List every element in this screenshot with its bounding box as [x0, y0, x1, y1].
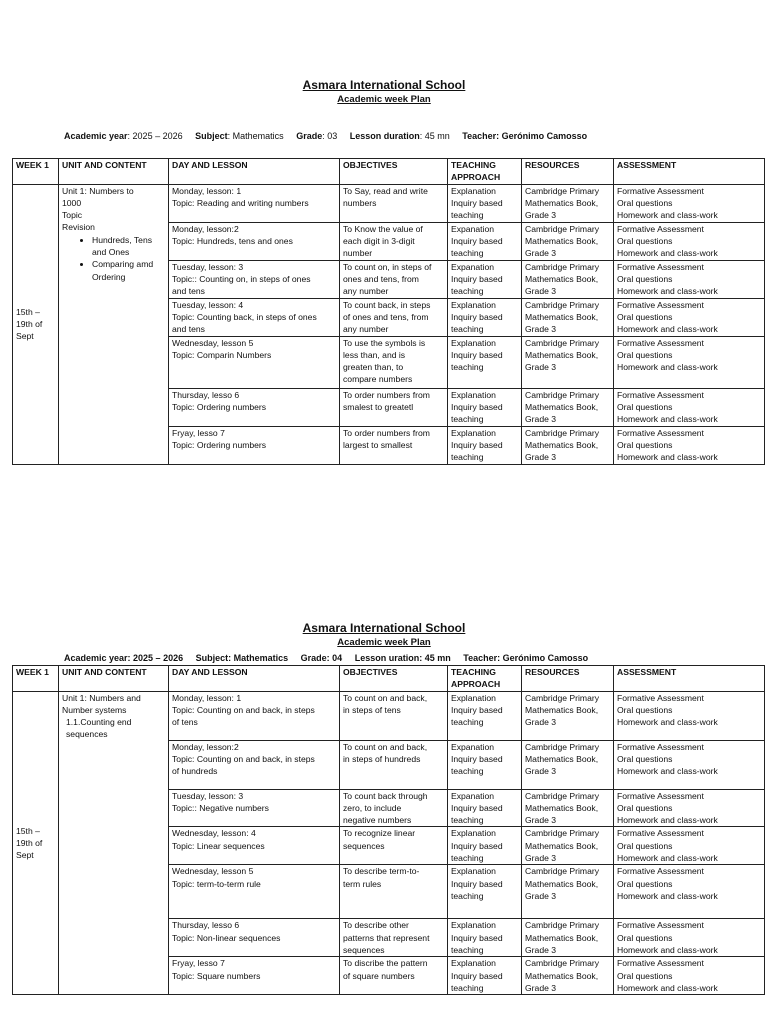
table-row: [13, 184, 765, 222]
year-label: Academic year: 2025 – 2026: [64, 653, 184, 663]
assessment: Formative Assessment Oral questions Homework and class-work: [614, 298, 765, 336]
approach: Expanation Inquiry based teaching: [448, 740, 522, 789]
week-plan-grade-3: [0, 78, 768, 106]
resources: Cambridge Primary Mathematics Book, Grade 3: [522, 827, 614, 865]
grade-value: : 03: [322, 131, 338, 141]
assessment: Formative Assessment Oral questions Homework and class-work: [614, 336, 765, 388]
grade-label: Grade: 04: [300, 653, 343, 663]
header-unit: UNIT AND CONTENT: [59, 666, 169, 692]
day-lesson: Wednesday, lesson 5 Topic: term-to-term rule: [169, 865, 340, 919]
resources: Cambridge Primary Mathematics Book, Grade 3: [522, 336, 614, 388]
day-lesson: Fryay, lesso 7 Topic: Square numbers: [169, 957, 340, 995]
objective: To count on, in steps of ones and tens, from any number: [340, 260, 448, 298]
objective: To discribe the pattern of square numbers: [340, 957, 448, 995]
approach: Explanation Inquiry based teaching: [448, 298, 522, 336]
approach: Explanation Inquiry based teaching: [448, 184, 522, 222]
unit-subtopic: 1.1.Counting end sequences: [66, 717, 132, 740]
resources: Cambridge Primary Mathematics Book, Grade 3: [522, 388, 614, 426]
resources: Cambridge Primary Mathematics Book, Grade 3: [522, 740, 614, 789]
objective: To describe term-to- term rules: [340, 865, 448, 919]
objective: To Know the value of each digit in 3-digit number: [340, 222, 448, 260]
objective: To count back through zero, to include negative numbers: [340, 789, 448, 827]
unit-content: [59, 691, 169, 995]
day-lesson: Tuesday, lesson: 4 Topic: Counting back, in steps of ones and tens: [169, 298, 340, 336]
resources: Cambridge Primary Mathematics Book, Grade 3: [522, 789, 614, 827]
day-lesson: Tuesday, lesson: 3 Topic:: Negative numbers: [169, 789, 340, 827]
plan-table: [12, 665, 765, 995]
approach: Explanation Inquiry based teaching: [448, 336, 522, 388]
plan-table: [12, 158, 765, 465]
approach: Explanation Inquiry based teaching: [448, 919, 522, 957]
approach: Expanation Inquiry based teaching: [448, 260, 522, 298]
assessment: Formative Assessment Oral questions Homework and class-work: [614, 691, 765, 740]
approach: Explanation Inquiry based teaching: [448, 691, 522, 740]
approach: Explanation Inquiry based teaching: [448, 426, 522, 464]
resources: Cambridge Primary Mathematics Book, Grade 3: [522, 184, 614, 222]
header-approach: TEACHING APPROACH: [448, 666, 522, 692]
assessment: Formative Assessment Oral questions Homework and class-work: [614, 957, 765, 995]
assessment: Formative Assessment Oral questions Homework and class-work: [614, 426, 765, 464]
day-lesson: Monday, lesson: 1 Topic: Counting on and back, in steps of tens: [169, 691, 340, 740]
duration-label: Lesson uration: 45 mn: [354, 653, 451, 663]
approach: Explanation Inquiry based teaching: [448, 865, 522, 919]
header-week: WEEK 1: [13, 666, 59, 692]
objective: To describe other patterns that represent sequences: [340, 919, 448, 957]
subject-label: Subject: Mathematics: [195, 653, 289, 663]
day-lesson: Fryay, lesso 7 Topic: Ordering numbers: [169, 426, 340, 464]
resources: Cambridge Primary Mathematics Book, Grade 3: [522, 298, 614, 336]
resources: Cambridge Primary Mathematics Book, Grade 3: [522, 426, 614, 464]
resources: Cambridge Primary Mathematics Book, Grade 3: [522, 222, 614, 260]
plan-subtitle: Academic week Plan: [337, 637, 431, 648]
objective: To order numbers from largest to smallest: [340, 426, 448, 464]
year-label: Academic year: [64, 131, 128, 141]
resources: Cambridge Primary Mathematics Book, Grade 3: [522, 260, 614, 298]
day-lesson: Tuesday, lesson: 3 Topic:: Counting on, in steps of ones and tens: [169, 260, 340, 298]
table-row: [13, 691, 765, 740]
header-day: DAY AND LESSON: [169, 159, 340, 185]
day-lesson: Wednesday, lesson: 4 Topic: Linear sequences: [169, 827, 340, 865]
header-assessment: ASSESSMENT: [614, 666, 765, 692]
school-name: Asmara International School: [302, 78, 466, 92]
week-dates: 15th – 19th of Sept: [13, 184, 59, 464]
objective: To order numbers from smalest to greatetl: [340, 388, 448, 426]
week-plan-grade-4: [0, 621, 768, 649]
approach: Expanation Inquiry based teaching: [448, 222, 522, 260]
school-name: Asmara International School: [302, 621, 466, 635]
duration-label: Lesson duration: [349, 131, 420, 141]
header-assessment: ASSESSMENT: [614, 159, 765, 185]
plan-subtitle: Academic week Plan: [337, 94, 431, 105]
header-objectives: OBJECTIVES: [340, 159, 448, 185]
objective: To recognize linear sequences: [340, 827, 448, 865]
resources: Cambridge Primary Mathematics Book, Grade 3: [522, 919, 614, 957]
approach: Explanation Inquiry based teaching: [448, 957, 522, 995]
day-lesson: Wednesday, lesson 5 Topic: Comparin Numbers: [169, 336, 340, 388]
day-lesson: Monday, lesson:2 Topic: Counting on and back, in steps of hundreds: [169, 740, 340, 789]
assessment: Formative Assessment Oral questions Homework and class-work: [614, 789, 765, 827]
day-lesson: Monday, lesson:2 Topic: Hundreds, tens and ones: [169, 222, 340, 260]
day-lesson: Monday, lesson: 1 Topic: Reading and writing numbers: [169, 184, 340, 222]
assessment: Formative Assessment Oral questions Homework and class-work: [614, 260, 765, 298]
day-lesson: Thursday, lesso 6 Topic: Ordering numbers: [169, 388, 340, 426]
resources: Cambridge Primary Mathematics Book, Grade 3: [522, 865, 614, 919]
objective: To use the symbols is less than, and is greaten than, to compare numbers: [340, 336, 448, 388]
teacher-value: : Gerónimo Camosso: [496, 131, 588, 141]
approach: Expanation Inquiry based teaching: [448, 789, 522, 827]
day-lesson: Thursday, lesso 6 Topic: Non-linear sequences: [169, 919, 340, 957]
header-day: DAY AND LESSON: [169, 666, 340, 692]
subject-label: Subject: [195, 131, 228, 141]
unit-text: Unit 1: Numbers and Number systems: [62, 692, 141, 715]
week-dates: 15th – 19th of Sept: [13, 691, 59, 995]
assessment: Formative Assessment Oral questions Homework and class-work: [614, 919, 765, 957]
header-approach: TEACHING APPROACH: [448, 159, 522, 185]
objective: To count on and back, in steps of tens: [340, 691, 448, 740]
year-value: : 2025 – 2026: [127, 131, 183, 141]
teacher-label: Teacher: [462, 131, 497, 141]
plan-meta: [64, 652, 588, 664]
header-unit: UNIT AND CONTENT: [59, 159, 169, 185]
objective: To Say, read and write numbers: [340, 184, 448, 222]
objective: To count back, in steps of ones and tens, from any number: [340, 298, 448, 336]
header-week: WEEK 1: [13, 159, 59, 185]
header-resources: RESOURCES: [522, 666, 614, 692]
grade-label: Grade: [296, 131, 323, 141]
assessment: Formative Assessment Oral questions Homework and class-work: [614, 865, 765, 919]
assessment: Formative Assessment Oral questions Homework and class-work: [614, 222, 765, 260]
header-objectives: OBJECTIVES: [340, 666, 448, 692]
assessment: Formative Assessment Oral questions Homework and class-work: [614, 184, 765, 222]
duration-value: : 45 mn: [419, 131, 450, 141]
header-resources: RESOURCES: [522, 159, 614, 185]
unit-bullet: • Hundreds, Tens and Ones: [92, 234, 165, 259]
unit-text: Unit 1: Numbers to 1000 Topic Revision: [62, 185, 134, 233]
assessment: Formative Assessment Oral questions Homework and class-work: [614, 388, 765, 426]
plan-meta: [64, 130, 587, 142]
teacher-label: Teacher: Gerónimo Camosso: [463, 653, 589, 663]
assessment: Formative Assessment Oral questions Homework and class-work: [614, 740, 765, 789]
approach: Explanation Inquiry based teaching: [448, 827, 522, 865]
unit-content: [59, 184, 169, 464]
unit-bullet: • Comparing amd Ordering: [92, 258, 165, 283]
resources: Cambridge Primary Mathematics Book, Grade 3: [522, 691, 614, 740]
subject-value: : Mathematics: [227, 131, 284, 141]
assessment: Formative Assessment Oral questions Homework and class-work: [614, 827, 765, 865]
resources: Cambridge Primary Mathematics Book, Grade 3: [522, 957, 614, 995]
approach: Explanation Inquiry based teaching: [448, 388, 522, 426]
objective: To count on and back, in steps of hundreds: [340, 740, 448, 789]
